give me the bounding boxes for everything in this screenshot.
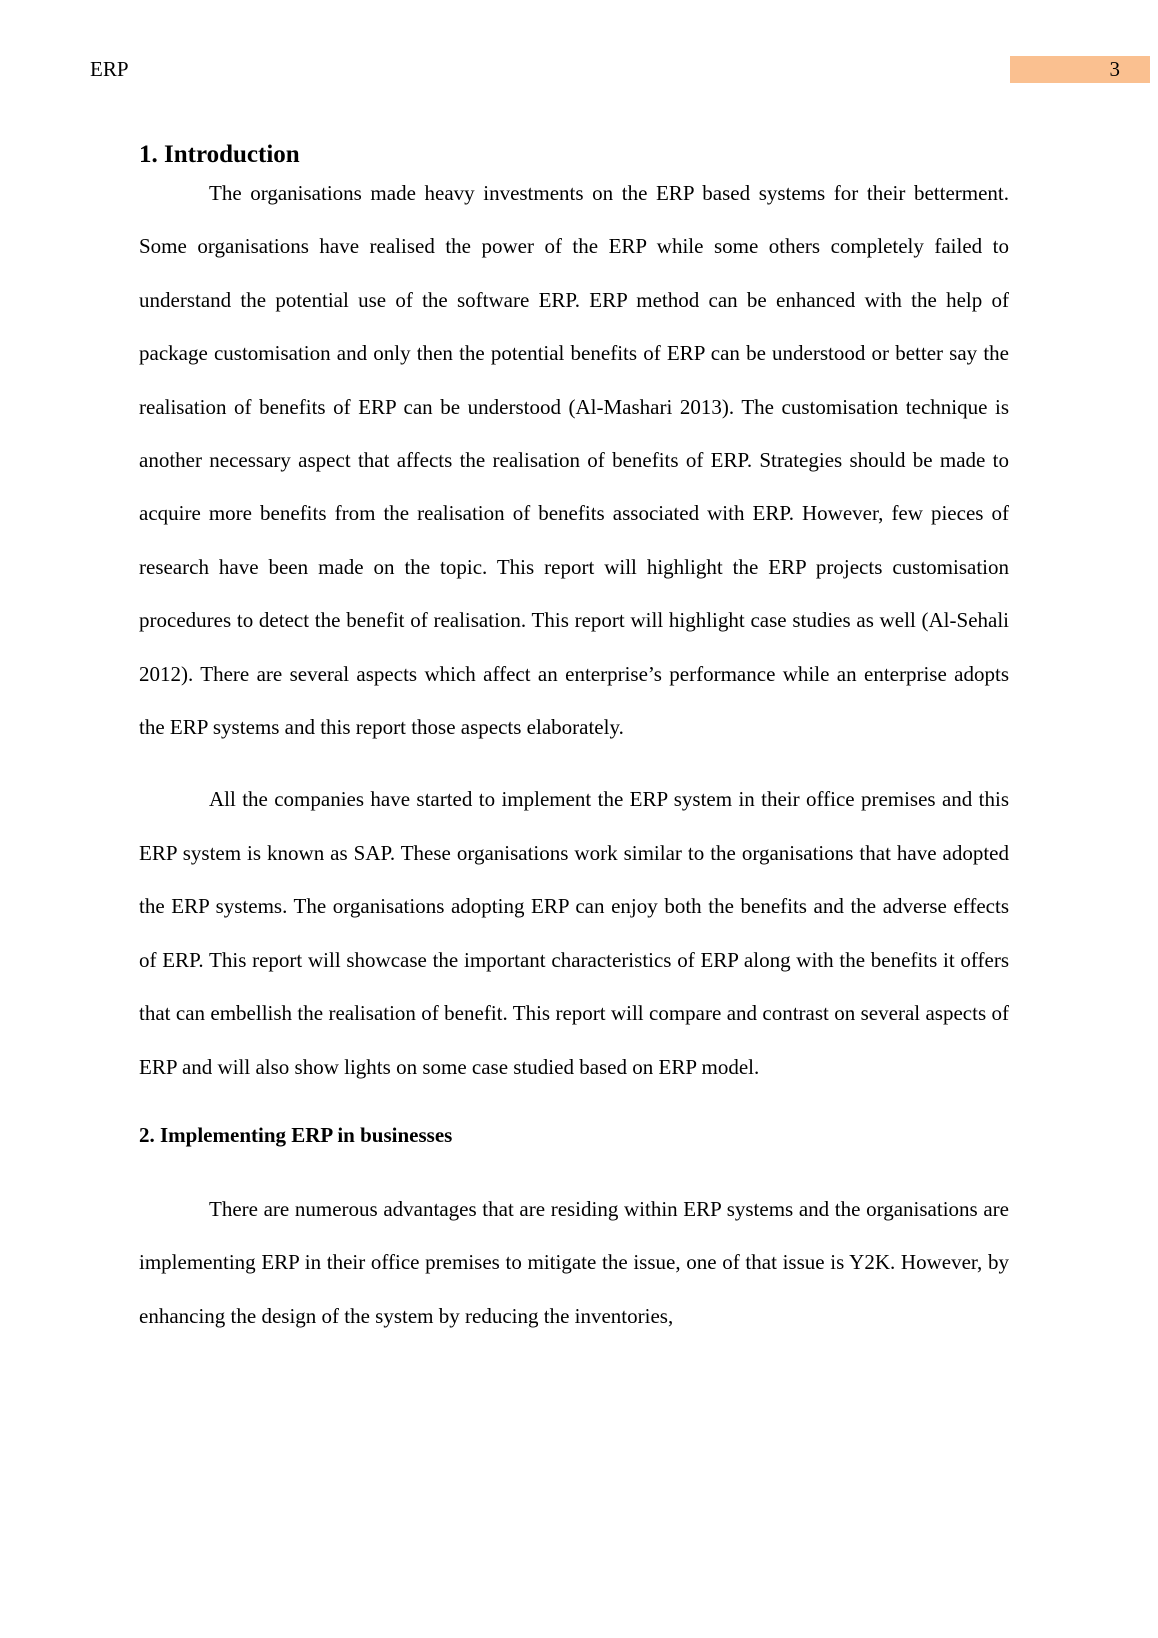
paragraph-introduction-2: All the companies have started to implement the ERP system in their office premises and this ERP system is known as SAP. These organisations work similar to the organisations that have adopted the ERP systems. The organisations adopting ERP can enjoy both the benefits and the adverse effects of ERP. This report will showcase the important characteristics of ERP along with the benefits it offers that can embellish the realisation of benefit. This report will compare and contrast on several aspects of ERP and will also show lights on some case studied based on ERP model. — [139, 787, 1009, 1079]
paragraph-introduction-1: The organisations made heavy investments on the ERP based systems for their betterment. Some organisations have realised the power of the ERP while some others completely failed to understand the potential use of the software ERP. ERP method can be enhanced with the help of package customisation and only then the potential benefits of ERP can be understood or better say the realisation of benefits of ERP can be understood (Al-Mashari 2013). The customisation technique is another necessary aspect that affects the realisation of benefits of ERP. Strategies should be made to acquire more benefits from the realisation of benefits associated with ERP. However, few pieces of research have been made on the topic. This report will highlight the ERP projects customisation procedures to detect the benefit of realisation. This report will highlight case studies as well (Al-Sehali 2012). There are several aspects which affect an enterprise’s performance while an enterprise adopts the ERP systems and this report those aspects elaborately. — [139, 181, 1009, 740]
paragraph-implementing-erp-1: There are numerous advantages that are residing within ERP systems and the organisations are implementing ERP in their office premises to mitigate the issue, one of that issue is Y2K. However, by enhancing the design of the system by reducing the inventories, — [139, 1196, 1009, 1328]
section-heading-introduction: 1. Introduction — [139, 141, 300, 168]
section-heading-implementing-erp: 2. Implementing ERP in businesses — [139, 1122, 453, 1147]
page-number: 3 — [1010, 56, 1150, 83]
document-body — [139, 136, 1009, 1343]
running-head-title: ERP — [90, 57, 129, 81]
